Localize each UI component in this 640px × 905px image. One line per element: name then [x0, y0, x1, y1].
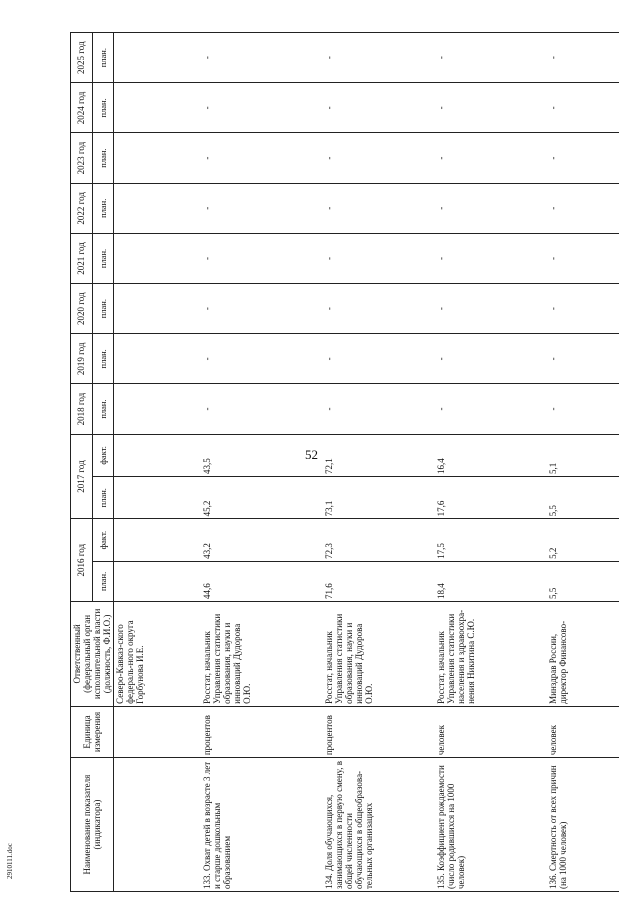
table-row-carry-over — [114, 33, 202, 892]
row-plan-2020: - — [201, 284, 323, 334]
page-number: 52 — [305, 447, 318, 462]
row-plan-2021: - — [201, 233, 323, 283]
row-fact-2017: 43,5 — [201, 434, 323, 476]
indicators-table — [70, 32, 619, 892]
row-plan-2018: - — [547, 384, 619, 434]
header-unit: Единица измерения — [71, 706, 114, 757]
row-indicator: 136. Смертность от всех причин (на 1000 человек) — [547, 758, 619, 892]
header-fact-2017: факт. — [92, 434, 114, 476]
header-2024: 2024 год — [71, 83, 93, 133]
row-plan-2025: - — [323, 33, 435, 83]
row-plan-2019: - — [323, 334, 435, 384]
header-2025: 2025 год — [71, 33, 93, 83]
header-indicator: Наименование показателя (индикатора) — [71, 758, 114, 892]
header-plan-2021: план. — [92, 233, 114, 283]
row-unit: процентов — [201, 706, 323, 757]
row-plan-2017: 73,1 — [323, 477, 435, 519]
table-row — [201, 33, 323, 892]
header-plan-2024: план. — [92, 83, 114, 133]
header-2017: 2017 год — [71, 434, 93, 519]
row-plan-2022: - — [435, 183, 547, 233]
row-plan-2020: - — [323, 284, 435, 334]
row-fact-2017: 72,1 — [323, 434, 435, 476]
header-2022: 2022 год — [71, 183, 93, 233]
header-fact-2016: факт. — [92, 519, 114, 561]
carry-over-responsible: Северо-Кавказ-ского федераль-ного округа Горбунова И.Е. — [114, 601, 202, 706]
row-fact-2016: 72,3 — [323, 519, 435, 561]
row-fact-2016: 43,2 — [201, 519, 323, 561]
row-plan-2016: 18,4 — [435, 561, 547, 601]
header-plan-2022: план. — [92, 183, 114, 233]
row-plan-2020: - — [435, 284, 547, 334]
header-plan-2025: план. — [92, 33, 114, 83]
row-plan-2017: 45,2 — [201, 477, 323, 519]
row-responsible: Росстат, начальник Управления статистики образования, науки и инноваций Дудорова О.Ю. — [201, 601, 323, 706]
row-plan-2017: 17,6 — [435, 477, 547, 519]
row-indicator: 135. Коэффициент рождаемости (число родившихся на 1000 человек) — [435, 758, 547, 892]
row-plan-2021: - — [547, 233, 619, 283]
row-plan-2024: - — [323, 83, 435, 133]
row-plan-2019: - — [201, 334, 323, 384]
row-plan-2018: - — [323, 384, 435, 434]
row-plan-2022: - — [547, 183, 619, 233]
header-2020: 2020 год — [71, 284, 93, 334]
header-2016: 2016 год — [71, 519, 93, 602]
header-2019: 2019 год — [71, 334, 93, 384]
row-plan-2020: - — [547, 284, 619, 334]
row-fact-2016: 5,2 — [547, 519, 619, 561]
row-fact-2016: 17,5 — [435, 519, 547, 561]
header-2021: 2021 год — [71, 233, 93, 283]
row-plan-2023: - — [323, 133, 435, 183]
row-unit: процентов — [323, 706, 435, 757]
row-plan-2023: - — [547, 133, 619, 183]
row-plan-2023: - — [435, 133, 547, 183]
row-plan-2018: - — [201, 384, 323, 434]
row-plan-2019: - — [547, 334, 619, 384]
header-plan-2020: план. — [92, 284, 114, 334]
row-responsible: Росстат, начальник Управления статистики образования, науки и инноваций Дудорова О.Ю. — [323, 601, 435, 706]
row-plan-2024: - — [201, 83, 323, 133]
row-plan-2025: - — [435, 33, 547, 83]
header-plan-2019: план. — [92, 334, 114, 384]
row-plan-2021: - — [435, 233, 547, 283]
row-indicator: 133. Охват детей в возрасте 3 лет и старше дошкольным образованием — [201, 758, 323, 892]
header-responsible: Ответственный (федеральный орган исполнительной власти (должность, Ф.И.О.) — [71, 601, 114, 706]
row-plan-2018: - — [435, 384, 547, 434]
row-plan-2017: 5,5 — [547, 477, 619, 519]
row-plan-2016: 71,6 — [323, 561, 435, 601]
table-row — [435, 33, 547, 892]
header-2018: 2018 год — [71, 384, 93, 434]
row-responsible: Росстат, начальник Управления статистики населения и здравоохра-нения Никитина С.Ю. — [435, 601, 547, 706]
row-plan-2023: - — [201, 133, 323, 183]
row-responsible: Минздрав России, директор Финансово- — [547, 601, 619, 706]
rotated-table-container — [70, 32, 640, 892]
row-unit: человек — [435, 706, 547, 757]
row-plan-2022: - — [323, 183, 435, 233]
row-plan-2024: - — [435, 83, 547, 133]
row-plan-2019: - — [435, 334, 547, 384]
row-unit: человек — [547, 706, 619, 757]
table-row — [323, 33, 435, 892]
header-plan-2017: план. — [92, 477, 114, 519]
table-row — [547, 33, 619, 892]
header-plan-2023: план. — [92, 133, 114, 183]
row-plan-2021: - — [323, 233, 435, 283]
footer-file-name: 2910111.doc — [6, 843, 14, 879]
row-plan-2025: - — [547, 33, 619, 83]
row-plan-2022: - — [201, 183, 323, 233]
row-plan-2016: 5,5 — [547, 561, 619, 601]
row-indicator: 134. Доля обучающихся, занимающихся в первую смену, в общей численности обучающихся в общеобразова-тельных организациях — [323, 758, 435, 892]
row-plan-2025: - — [201, 33, 323, 83]
header-plan-2016: план. — [92, 561, 114, 601]
row-fact-2017: 5,1 — [547, 434, 619, 476]
row-plan-2024: - — [547, 83, 619, 133]
header-2023: 2023 год — [71, 133, 93, 183]
header-plan-2018: план. — [92, 384, 114, 434]
row-fact-2017: 16,4 — [435, 434, 547, 476]
row-plan-2016: 44,6 — [201, 561, 323, 601]
